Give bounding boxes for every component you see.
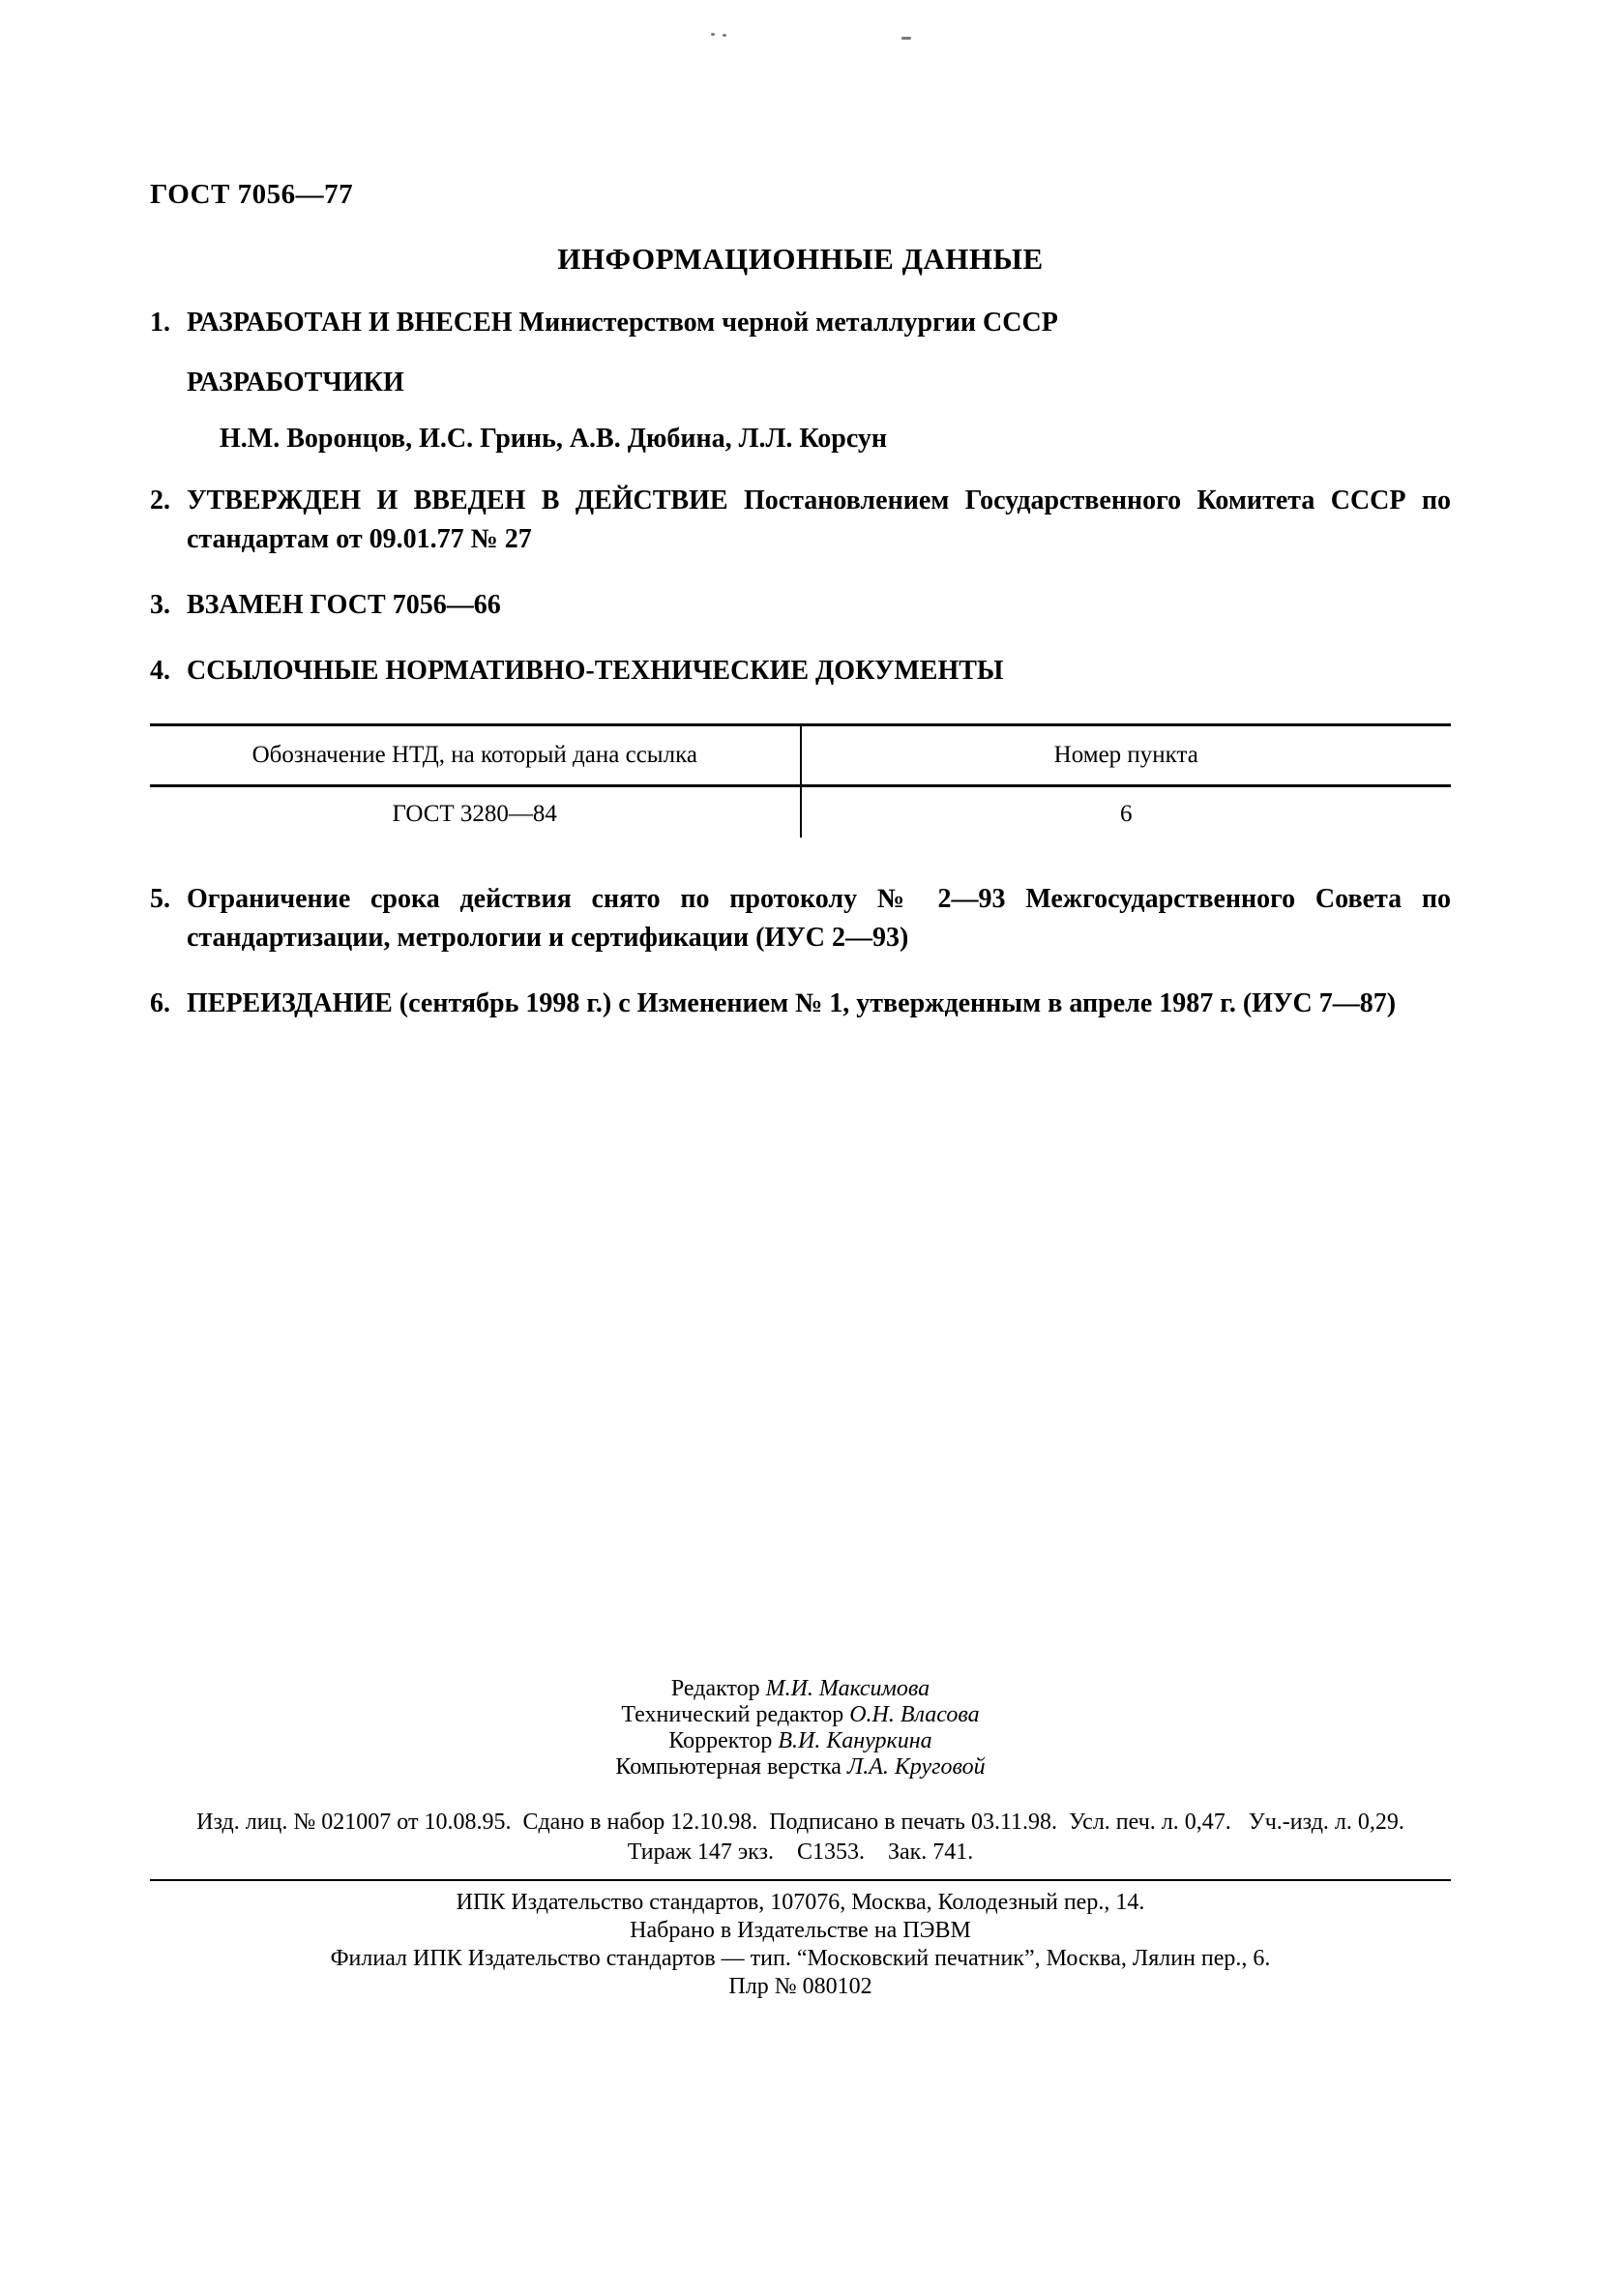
imprint-line: Изд. лиц. № 021007 от 10.08.95. Сдано в набор 12.10.98. Подписано в печать 03.11.98. Усл. печ. л. 0,47. Уч.-изд. л. 0,29. (196, 1810, 1404, 1835)
table-header-row (150, 725, 1451, 786)
colophon-line (150, 1728, 1451, 1754)
developers-heading: РАЗРАБОТЧИКИ (187, 368, 404, 397)
colophon-name: М.И. Максимова (765, 1676, 930, 1701)
item-number: 3. (150, 590, 170, 620)
list-item-2 (150, 482, 1451, 559)
item-number: 1. (150, 308, 170, 338)
footer-divider (150, 1879, 1451, 1881)
developers-list: Н.М. Воронцов, И.С. Гринь, А.В. Дюбина, Л.Л. Корсун (220, 424, 888, 454)
colophon-name: В.И. Кануркина (778, 1728, 932, 1753)
scan-speck (711, 33, 715, 36)
publisher-branch: Филиал ИПК Издательство стандартов — тип. “Московский печатник”, Москва, Лялин пер., 6. (330, 1946, 1271, 1971)
item-text: ПЕРЕИЗДАНИЕ (сентябрь 1998 г.) с Изменением № 1, утвержденным в апреле 1987 г. (ИУС 7—87) (187, 988, 1397, 1018)
list-item-6 (150, 985, 1451, 1023)
item-number: 5. (150, 884, 170, 914)
colophon-role: Редактор (670, 1676, 766, 1701)
list-item-3 (150, 586, 1451, 625)
publisher-block (150, 1889, 1451, 2000)
scan-speck (901, 37, 911, 40)
scan-speck (723, 34, 726, 37)
item-text: РАЗРАБОТАН И ВНЕСЕН Министерством черной металлургии СССР (187, 308, 1058, 338)
publisher-address: ИПК Издательство стандартов, 107076, Москва, Колодезный пер., 14. (456, 1890, 1145, 1915)
reference-documents-table (150, 723, 1451, 838)
colophon-line (150, 1754, 1451, 1781)
table-header-ntd: Обозначение НТД, на который дана ссылка (150, 725, 801, 786)
item-text: Ограничение срока действия снято по протоколу № 2—93 Межгосударственного Совета по стандартизации, метрологии и сертификации (ИУС 2—93) (187, 884, 1451, 953)
colophon-block (150, 1676, 1451, 1781)
item-text: УТВЕРЖДЕН И ВВЕДЕН В ДЕЙСТВИЕ Постановлением Государственного Комитета СССР по стандартам от 09.01.77 № 27 (187, 486, 1451, 554)
item-number: 4. (150, 656, 170, 686)
item-number: 6. (150, 988, 170, 1018)
list-item-5 (150, 880, 1451, 957)
list-item-4 (150, 652, 1451, 691)
page-title: ИНФОРМАЦИОННЫЕ ДАННЫЕ (557, 242, 1044, 276)
colophon-role: Компьютерная верстка (615, 1754, 847, 1780)
item-text: ССЫЛОЧНЫЕ НОРМАТИВНО-ТЕХНИЧЕСКИЕ ДОКУМЕНТЫ (187, 656, 1004, 686)
table-cell-ref: ГОСТ 3280—84 (150, 786, 801, 839)
item-text: ВЗАМЕН ГОСТ 7056—66 (187, 590, 501, 620)
table-cell-clause: 6 (1120, 801, 1133, 827)
colophon-name: Л.А. Круговой (846, 1754, 986, 1780)
colophon-name: О.Н. Власова (849, 1702, 980, 1727)
table-header-clause: Номер пункта (801, 725, 1452, 786)
doc-number: ГОСТ 7056—77 (150, 179, 354, 210)
imprint-print-run: Тираж 147 экз. С1353. Зак. 741. (627, 1840, 974, 1865)
colophon-role: Корректор (668, 1728, 779, 1753)
colophon-role: Технический редактор (621, 1702, 850, 1727)
publisher-plr-number: Плр № 080102 (728, 1974, 872, 1999)
colophon-line (150, 1676, 1451, 1702)
table-row (150, 786, 1451, 839)
publisher-typeset-note: Набрано в Издательстве на ПЭВМ (630, 1918, 971, 1943)
item-number: 2. (150, 486, 170, 515)
colophon-line (150, 1702, 1451, 1728)
list-item-1 (150, 304, 1451, 342)
